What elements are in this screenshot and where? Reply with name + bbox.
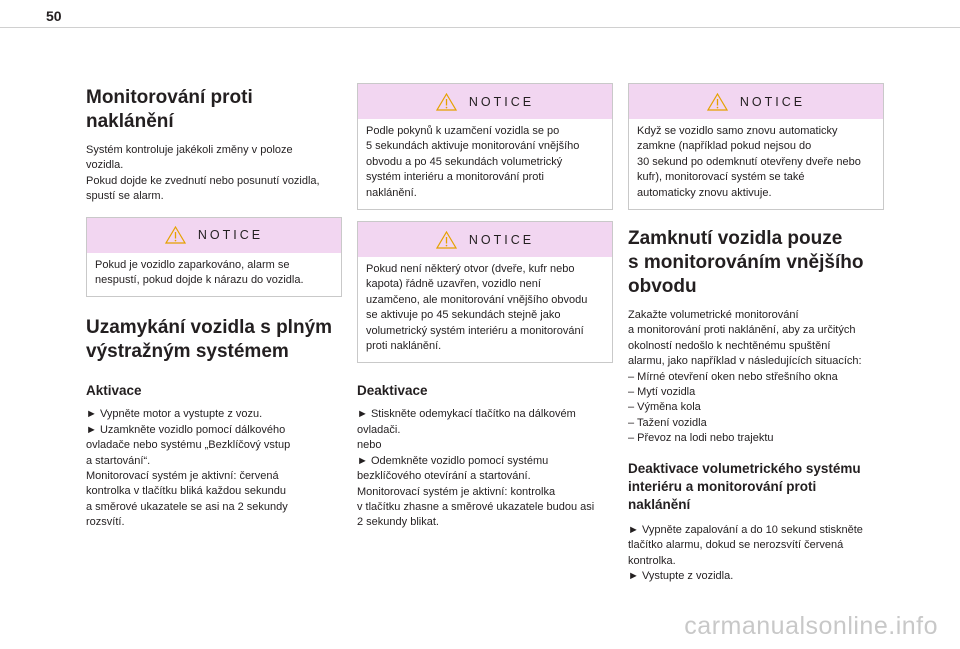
notice-box [86,217,342,298]
notice-box [628,83,884,210]
perimeter-only-text: Zakažte volumetrické monitorování a monitorování proti naklánění, aby za určitých okolností nedošlo k nechtěnému spuštění alarmu, jako například v následujících situacích: – Mírné otevření oken nebo střešního okna – Mytí vozidla – Výměna kola – Tažení vozidla – Převoz na lodi nebo trajektu [628,309,862,445]
notice-text: Pokud je vozidlo zaparkováno, alarm se nespustí, pokud dojde k nárazu do vozidla. [95,258,304,287]
warning-triangle-icon [436,93,457,111]
page-number: 50 [46,8,62,24]
notice-title: NOTICE [468,232,535,247]
watermark: carmanualsonline.info [684,612,938,640]
section-heading-full-alarm-locking: Uzamykání vozidla s plným výstražným systémem [86,317,333,363]
deactivate-volumetric-text: ► Vypněte zapalování a do 10 sekund stiskněte tlačítko alarmu, dokud se nerozsvítí červená kontrolka. ► Vystupte z vozidla. [628,523,863,582]
section-heading-tilt-monitoring: Monitorování proti naklánění [86,87,253,132]
column-right [628,83,884,584]
column-left [86,83,342,531]
notice-header [629,84,883,119]
subheading-activation: Aktivace [86,383,142,399]
deactivation-text: ► Stiskněte odemykací tlačítko na dálkovém ovladači. nebo ► Odemkněte vozidlo pomocí systému bezklíčového otevírání a startování. Monitorovací systém je aktivní: kontrolka v tlačítku zhasne a směrové ukazatele budou asi 2 sekundy blikat. [357,408,595,529]
subheading-deactivate-volumetric: Deaktivace volumetrického systému interiéru a monitorování proti naklánění [628,460,861,512]
notice-title: NOTICE [739,94,806,109]
notice-title: NOTICE [197,228,264,243]
subheading-deactivation: Deaktivace [357,383,428,399]
notice-title: NOTICE [468,94,535,109]
notice-box [357,83,613,210]
warning-triangle-icon [165,226,186,244]
notice-header [87,218,341,253]
section-heading-perimeter-only: Zamknutí vozidla pouze s monitorováním vnějšího obvodu [628,228,864,298]
notice-box [357,221,613,363]
header-rule [0,27,960,28]
activation-text: ► Vypněte motor a vystupte z vozu. ► Uzamkněte vozidlo pomocí dálkového ovladače nebo systému „Bezklíčový vstup a startování“. Monitorovací systém je aktivní: červená kontrolka v tlačítku bliká každou sekundu a směrové ukazatele se asi na 2 sekundy rozsvítí. [86,408,291,529]
notice-text: Pokud není některý otvor (dveře, kufr nebo kapota) řádně uzavřen, vozidlo není uzamčeno, ale monitorování vnějšího obvodu se aktivuje po 45 sekundách stejně jako volumetrický systém interiéru a monitorování proti naklánění. [366,263,588,353]
tilt-monitoring-text: Systém kontroluje jakékoli změny v poloze vozidla. Pokud dojde ke zvednutí nebo posunutí vozidla, spustí se alarm. [86,144,320,203]
notice-text: Když se vozidlo samo znovu automaticky zamkne (například pokud nejsou do 30 sekund po odemknutí otevřeny dveře nebo kufr), monitorovací systém se také automaticky znovu aktivuje. [637,125,861,199]
notice-header [358,222,612,257]
warning-triangle-icon [436,231,457,249]
warning-triangle-icon [707,93,728,111]
notice-header [358,84,612,119]
column-middle [357,83,613,531]
notice-text: Podle pokynů k uzamčení vozidla se po 5 sekundách aktivuje monitorování vnějšího obvodu a po 45 sekundách volumetrický systém interiéru a monitorování proti naklánění. [366,125,580,199]
